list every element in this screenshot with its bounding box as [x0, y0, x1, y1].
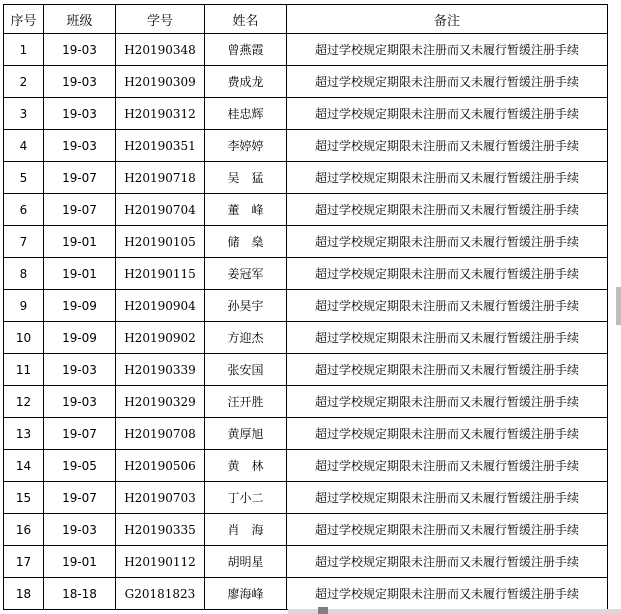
table-row: [4, 482, 608, 514]
cell-seq: 14: [4, 450, 44, 482]
cell-seq: 1: [4, 34, 44, 66]
table-row: [4, 226, 608, 258]
table-row: [4, 514, 608, 546]
cell-note: 超过学校规定期限未注册而又未履行暂缓注册手续: [287, 482, 608, 514]
cell-seq: 9: [4, 290, 44, 322]
table-row: [4, 98, 608, 130]
cell-name: 胡明星: [205, 546, 287, 578]
cell-student-id: H20190312: [116, 98, 205, 130]
cell-name: 汪开胜: [205, 386, 287, 418]
cell-name: 吴 猛: [205, 162, 287, 194]
cell-note: 超过学校规定期限未注册而又未履行暂缓注册手续: [287, 194, 608, 226]
cell-student-id: H20190718: [116, 162, 205, 194]
cell-class: 19-07: [44, 482, 116, 514]
page-bottom-marker: [318, 607, 328, 614]
page-edge-marker: [616, 287, 621, 325]
cell-note: 超过学校规定期限未注册而又未履行暂缓注册手续: [287, 546, 608, 578]
cell-seq: 5: [4, 162, 44, 194]
table-row: [4, 66, 608, 98]
cell-seq: 11: [4, 354, 44, 386]
cell-name: 丁小二: [205, 482, 287, 514]
cell-class: 19-03: [44, 354, 116, 386]
header-class: 班级: [44, 5, 116, 34]
cell-student-id: H20190309: [116, 66, 205, 98]
cell-student-id: H20190339: [116, 354, 205, 386]
cell-student-id: G20181823: [116, 578, 205, 610]
cell-note: 超过学校规定期限未注册而又未履行暂缓注册手续: [287, 162, 608, 194]
table-row: [4, 546, 608, 578]
cell-class: 19-07: [44, 418, 116, 450]
cell-name: 肖 海: [205, 514, 287, 546]
table-row: [4, 418, 608, 450]
cell-name: 桂忠辉: [205, 98, 287, 130]
cell-class: 19-03: [44, 514, 116, 546]
cell-student-id: H20190329: [116, 386, 205, 418]
cell-student-id: H20190348: [116, 34, 205, 66]
cell-note: 超过学校规定期限未注册而又未履行暂缓注册手续: [287, 130, 608, 162]
cell-seq: 8: [4, 258, 44, 290]
table-row: [4, 354, 608, 386]
cell-class: 19-01: [44, 226, 116, 258]
cell-class: 19-09: [44, 290, 116, 322]
cell-class: 19-03: [44, 34, 116, 66]
cell-seq: 3: [4, 98, 44, 130]
table-row: [4, 578, 608, 610]
table-header-row: [4, 5, 608, 34]
cell-note: 超过学校规定期限未注册而又未履行暂缓注册手续: [287, 386, 608, 418]
table-row: [4, 450, 608, 482]
header-student-id: 学号: [116, 5, 205, 34]
cell-class: 19-05: [44, 450, 116, 482]
cell-class: 19-01: [44, 546, 116, 578]
cell-name: 黄厚旭: [205, 418, 287, 450]
cell-student-id: H20190708: [116, 418, 205, 450]
table-row: [4, 290, 608, 322]
cell-name: 张安国: [205, 354, 287, 386]
cell-student-id: H20190112: [116, 546, 205, 578]
cell-note: 超过学校规定期限未注册而又未履行暂缓注册手续: [287, 418, 608, 450]
cell-student-id: H20190351: [116, 130, 205, 162]
table-row: [4, 258, 608, 290]
cell-seq: 17: [4, 546, 44, 578]
cell-class: 19-07: [44, 162, 116, 194]
cell-class: 19-03: [44, 66, 116, 98]
cell-class: 19-03: [44, 386, 116, 418]
cell-name: 廖海峰: [205, 578, 287, 610]
table-row: [4, 162, 608, 194]
cell-name: 董 峰: [205, 194, 287, 226]
cell-student-id: H20190115: [116, 258, 205, 290]
cell-seq: 15: [4, 482, 44, 514]
cell-name: 黄 林: [205, 450, 287, 482]
cell-class: 19-01: [44, 258, 116, 290]
cell-student-id: H20190105: [116, 226, 205, 258]
cell-student-id: H20190506: [116, 450, 205, 482]
cell-student-id: H20190902: [116, 322, 205, 354]
student-roster-table: [3, 4, 608, 610]
cell-student-id: H20190904: [116, 290, 205, 322]
cell-name: 费成龙: [205, 66, 287, 98]
cell-note: 超过学校规定期限未注册而又未履行暂缓注册手续: [287, 66, 608, 98]
cell-seq: 16: [4, 514, 44, 546]
header-note: 备注: [287, 5, 608, 34]
page-bottom-strip: [288, 609, 621, 614]
cell-note: 超过学校规定期限未注册而又未履行暂缓注册手续: [287, 354, 608, 386]
table-row: [4, 34, 608, 66]
table-row: [4, 322, 608, 354]
cell-note: 超过学校规定期限未注册而又未履行暂缓注册手续: [287, 514, 608, 546]
table-row: [4, 130, 608, 162]
table-row: [4, 386, 608, 418]
cell-name: 方迎杰: [205, 322, 287, 354]
cell-name: 李婷婷: [205, 130, 287, 162]
cell-note: 超过学校规定期限未注册而又未履行暂缓注册手续: [287, 258, 608, 290]
cell-class: 19-03: [44, 130, 116, 162]
cell-seq: 7: [4, 226, 44, 258]
cell-seq: 2: [4, 66, 44, 98]
cell-note: 超过学校规定期限未注册而又未履行暂缓注册手续: [287, 34, 608, 66]
cell-note: 超过学校规定期限未注册而又未履行暂缓注册手续: [287, 98, 608, 130]
cell-seq: 4: [4, 130, 44, 162]
cell-student-id: H20190703: [116, 482, 205, 514]
cell-seq: 10: [4, 322, 44, 354]
cell-student-id: H20190704: [116, 194, 205, 226]
header-name: 姓名: [205, 5, 287, 34]
cell-name: 姜冠军: [205, 258, 287, 290]
cell-note: 超过学校规定期限未注册而又未履行暂缓注册手续: [287, 226, 608, 258]
cell-name: 曾燕霞: [205, 34, 287, 66]
cell-class: 19-07: [44, 194, 116, 226]
cell-seq: 6: [4, 194, 44, 226]
cell-student-id: H20190335: [116, 514, 205, 546]
table-row: [4, 194, 608, 226]
cell-note: 超过学校规定期限未注册而又未履行暂缓注册手续: [287, 322, 608, 354]
cell-seq: 12: [4, 386, 44, 418]
cell-class: 19-09: [44, 322, 116, 354]
cell-seq: 18: [4, 578, 44, 610]
cell-note: 超过学校规定期限未注册而又未履行暂缓注册手续: [287, 578, 608, 610]
cell-class: 19-03: [44, 98, 116, 130]
cell-name: 孙昊宇: [205, 290, 287, 322]
cell-class: 18-18: [44, 578, 116, 610]
header-seq: 序号: [4, 5, 44, 34]
cell-note: 超过学校规定期限未注册而又未履行暂缓注册手续: [287, 450, 608, 482]
cell-seq: 13: [4, 418, 44, 450]
cell-name: 储 燊: [205, 226, 287, 258]
cell-note: 超过学校规定期限未注册而又未履行暂缓注册手续: [287, 290, 608, 322]
